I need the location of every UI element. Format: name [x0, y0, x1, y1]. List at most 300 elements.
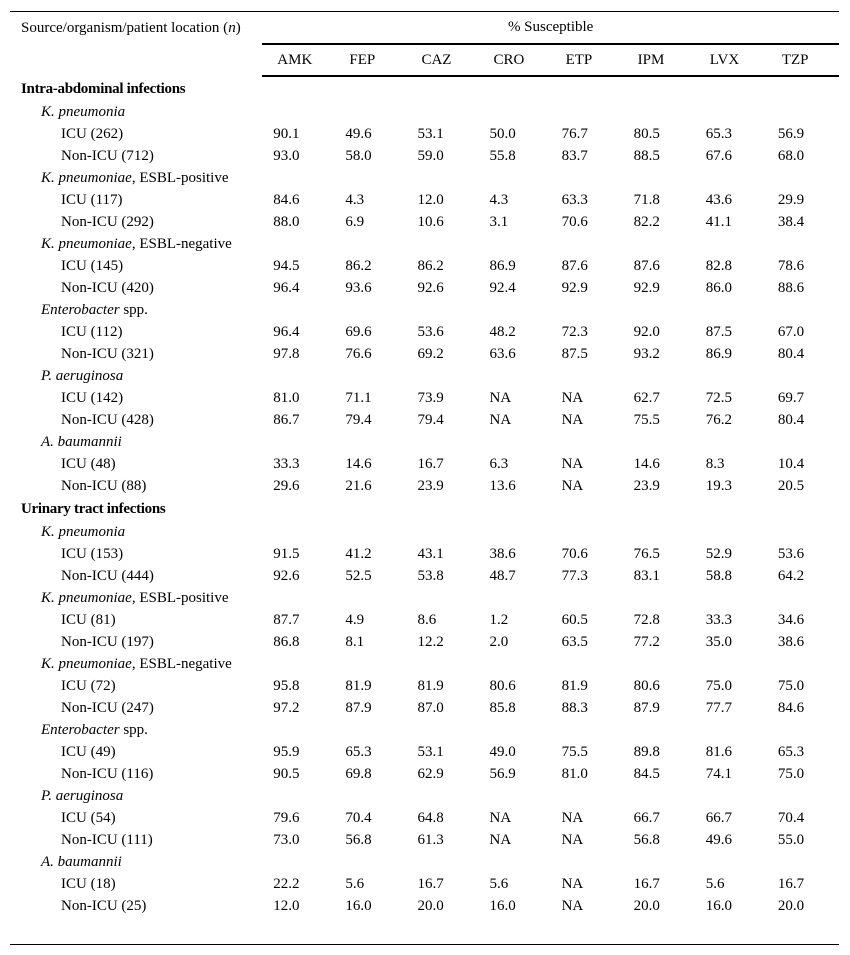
- table-row: [10, 873, 839, 895]
- patient-location-label: ICU (112): [61, 324, 123, 340]
- cell-etp: NA: [561, 478, 584, 494]
- cell-lvx: 58.8: [705, 568, 732, 584]
- cell-cro: 16.0: [489, 898, 516, 914]
- table-row: [10, 697, 839, 719]
- cell-lvx: 8.3: [705, 456, 725, 472]
- cell-lvx: 16.0: [705, 898, 732, 914]
- cell-ipm: 87.9: [633, 700, 660, 716]
- cell-etp: 88.3: [561, 700, 588, 716]
- cell-cro: 1.2: [489, 612, 509, 628]
- table-row: [10, 321, 839, 343]
- cell-fep: 58.0: [345, 148, 372, 164]
- organism-species: P. aeruginosa: [41, 368, 124, 384]
- cell-amk: 90.1: [273, 126, 300, 142]
- table-row: [10, 387, 839, 409]
- cell-tzp: 38.6: [777, 634, 805, 650]
- organism-name: [10, 431, 839, 453]
- section-title: Urinary tract infections: [21, 501, 166, 517]
- cell-caz: 10.6: [417, 214, 444, 230]
- cell-tzp: 67.0: [777, 324, 805, 340]
- cell-fep: 52.5: [345, 568, 372, 584]
- table-row: [10, 763, 839, 785]
- table-row: [10, 255, 839, 277]
- table-row: [10, 543, 839, 565]
- cell-tzp: 78.6: [777, 258, 805, 274]
- table-row: [10, 343, 839, 365]
- cell-amk: 86.7: [273, 412, 300, 428]
- cell-tzp: 70.4: [777, 810, 805, 826]
- organism-species: Enterobacter: [41, 302, 120, 318]
- cell-lvx: 52.9: [705, 546, 732, 562]
- cell-lvx: 66.7: [705, 810, 732, 826]
- patient-location-label: Non-ICU (247): [61, 700, 154, 716]
- cell-lvx: 86.0: [705, 280, 732, 296]
- cell-tzp: 75.0: [777, 766, 805, 782]
- organism-qualifier: spp.: [119, 722, 148, 738]
- cell-etp: 60.5: [561, 612, 588, 628]
- cell-amk: 96.4: [273, 324, 300, 340]
- section-row: [10, 76, 839, 101]
- cell-amk: 73.0: [273, 832, 300, 848]
- cell-amk: 87.7: [273, 612, 300, 628]
- cell-amk: 90.5: [273, 766, 300, 782]
- cell-caz: 20.0: [417, 898, 444, 914]
- cell-ipm: 80.6: [633, 678, 660, 694]
- cell-tzp: 69.7: [777, 390, 805, 406]
- organism-qualifier: spp.: [119, 302, 148, 318]
- organism-row: [10, 365, 839, 387]
- cell-cro: 63.6: [489, 346, 516, 362]
- cell-caz: 53.8: [417, 568, 444, 584]
- cell-caz: 16.7: [417, 456, 444, 472]
- organism-row: [10, 521, 839, 543]
- cell-ipm: 77.2: [633, 634, 660, 650]
- organism-row: [10, 101, 839, 123]
- organism-row: [10, 233, 839, 255]
- cell-ipm: 92.0: [633, 324, 660, 340]
- column-header-etp: ETP: [551, 44, 623, 76]
- cell-lvx: 19.3: [705, 478, 732, 494]
- cell-lvx: 33.3: [705, 612, 732, 628]
- cell-caz: 16.7: [417, 876, 444, 892]
- cell-amk: 81.0: [273, 390, 300, 406]
- cell-amk: 12.0: [273, 898, 300, 914]
- cell-caz: 23.9: [417, 478, 444, 494]
- cell-tzp: 38.4: [777, 214, 805, 230]
- cell-tzp: 56.9: [777, 126, 805, 142]
- patient-location-label: Non-ICU (712): [61, 148, 154, 164]
- cell-cro: 85.8: [489, 700, 516, 716]
- organism-qualifier: , ESBL-positive: [131, 590, 229, 606]
- cell-etp: 81.9: [561, 678, 588, 694]
- cell-etp: NA: [561, 390, 584, 406]
- column-header-tzp: TZP: [767, 44, 839, 76]
- cell-lvx: 43.6: [705, 192, 732, 208]
- organism-species: K. pneumonia: [41, 104, 126, 120]
- organism-name: [10, 101, 839, 123]
- susceptibility-table: [10, 11, 839, 945]
- cell-cro: 4.3: [489, 192, 509, 208]
- cell-etp: 70.6: [561, 214, 588, 230]
- cell-caz: 69.2: [417, 346, 444, 362]
- patient-location-label: ICU (262): [61, 126, 124, 142]
- cell-tzp: 88.6: [777, 280, 805, 296]
- cell-ipm: 20.0: [633, 898, 660, 914]
- patient-location-label: ICU (81): [61, 612, 116, 628]
- cell-amk: 86.8: [273, 634, 300, 650]
- cell-tzp: 53.6: [777, 546, 805, 562]
- organism-species: K. pneumoniae: [41, 170, 132, 186]
- cell-lvx: 49.6: [705, 832, 732, 848]
- cell-cro: NA: [489, 412, 512, 428]
- patient-location-label: ICU (18): [61, 876, 116, 892]
- cell-amk: 29.6: [273, 478, 300, 494]
- organism-species: K. pneumonia: [41, 524, 126, 540]
- organism-species: P. aeruginosa: [41, 788, 124, 804]
- cell-fep: 4.3: [345, 192, 365, 208]
- cell-fep: 16.0: [345, 898, 372, 914]
- patient-location-label: Non-ICU (321): [61, 346, 154, 362]
- organism-row: [10, 167, 839, 189]
- cell-cro: 48.7: [489, 568, 516, 584]
- cell-caz: 12.2: [417, 634, 444, 650]
- patient-location-label: Non-ICU (292): [61, 214, 154, 230]
- organism-row: [10, 851, 839, 873]
- source-column-header: Source/organism/patient location (n): [21, 20, 241, 36]
- cell-fep: 69.6: [345, 324, 372, 340]
- patient-location-label: ICU (72): [61, 678, 116, 694]
- cell-amk: 79.6: [273, 810, 300, 826]
- column-header-amk: AMK: [262, 44, 334, 76]
- patient-location-label: ICU (153): [61, 546, 124, 562]
- patient-location-label: ICU (145): [61, 258, 124, 274]
- cell-caz: 92.6: [417, 280, 444, 296]
- cell-lvx: 5.6: [705, 876, 725, 892]
- cell-tzp: 80.4: [777, 346, 805, 362]
- organism-name: [10, 587, 839, 609]
- cell-tzp: 80.4: [777, 412, 805, 428]
- cell-lvx: 72.5: [705, 390, 732, 406]
- organism-row: [10, 587, 839, 609]
- patient-location-label: Non-ICU (420): [61, 280, 154, 296]
- cell-etp: 77.3: [561, 568, 588, 584]
- cell-cro: 86.9: [489, 258, 516, 274]
- cell-ipm: 93.2: [633, 346, 660, 362]
- data-table: [10, 12, 839, 917]
- cell-ipm: 80.5: [633, 126, 660, 142]
- cell-lvx: 41.1: [705, 214, 732, 230]
- cell-cro: 13.6: [489, 478, 516, 494]
- cell-etp: 76.7: [561, 126, 588, 142]
- cell-etp: NA: [561, 898, 584, 914]
- cell-lvx: 87.5: [705, 324, 732, 340]
- cell-caz: 53.1: [417, 126, 444, 142]
- cell-fep: 4.9: [345, 612, 365, 628]
- organism-name: [10, 521, 839, 543]
- table-row: [10, 895, 839, 917]
- cell-ipm: 76.5: [633, 546, 660, 562]
- cell-cro: NA: [489, 832, 512, 848]
- organism-name: [10, 851, 839, 873]
- cell-amk: 92.6: [273, 568, 300, 584]
- patient-location-label: ICU (49): [61, 744, 116, 760]
- column-header-cro: CRO: [479, 44, 551, 76]
- cell-fep: 93.6: [345, 280, 372, 296]
- cell-ipm: 66.7: [633, 810, 660, 826]
- organism-qualifier: , ESBL-positive: [131, 170, 229, 186]
- cell-etp: 63.3: [561, 192, 588, 208]
- cell-ipm: 75.5: [633, 412, 660, 428]
- cell-caz: 86.2: [417, 258, 444, 274]
- cell-ipm: 62.7: [633, 390, 660, 406]
- cell-caz: 61.3: [417, 832, 444, 848]
- cell-caz: 62.9: [417, 766, 444, 782]
- cell-amk: 88.0: [273, 214, 300, 230]
- cell-fep: 14.6: [345, 456, 372, 472]
- cell-tzp: 20.0: [777, 898, 805, 914]
- column-header-ipm: IPM: [623, 44, 695, 76]
- cell-etp: NA: [561, 810, 584, 826]
- cell-caz: 8.6: [417, 612, 437, 628]
- cell-ipm: 16.7: [633, 876, 660, 892]
- cell-etp: 75.5: [561, 744, 588, 760]
- table-row: [10, 675, 839, 697]
- cell-amk: 95.8: [273, 678, 300, 694]
- cell-fep: 79.4: [345, 412, 372, 428]
- cell-lvx: 77.7: [705, 700, 732, 716]
- cell-tzp: 84.6: [777, 700, 805, 716]
- cell-tzp: 20.5: [777, 478, 805, 494]
- organism-species: A. baumannii: [41, 854, 122, 870]
- cell-caz: 43.1: [417, 546, 444, 562]
- table-row: [10, 189, 839, 211]
- patient-location-label: ICU (48): [61, 456, 116, 472]
- cell-cro: 49.0: [489, 744, 516, 760]
- table-row: [10, 123, 839, 145]
- cell-ipm: 83.1: [633, 568, 660, 584]
- organism-row: [10, 785, 839, 807]
- cell-lvx: 75.0: [705, 678, 732, 694]
- susceptible-group-header: % Susceptible: [262, 12, 839, 44]
- header-row-top: [10, 12, 839, 44]
- cell-amk: 94.5: [273, 258, 300, 274]
- organism-qualifier: , ESBL-negative: [131, 656, 232, 672]
- cell-cro: NA: [489, 390, 512, 406]
- cell-amk: 95.9: [273, 744, 300, 760]
- organism-name: [10, 365, 839, 387]
- cell-tzp: 75.0: [777, 678, 805, 694]
- patient-location-label: ICU (54): [61, 810, 116, 826]
- cell-fep: 69.8: [345, 766, 372, 782]
- cell-etp: 92.9: [561, 280, 588, 296]
- cell-etp: 81.0: [561, 766, 588, 782]
- cell-tzp: 68.0: [777, 148, 805, 164]
- cell-lvx: 76.2: [705, 412, 732, 428]
- cell-cro: NA: [489, 810, 512, 826]
- cell-ipm: 89.8: [633, 744, 660, 760]
- section-title: Intra-abdominal infections: [21, 81, 186, 97]
- organism-row: [10, 653, 839, 675]
- organism-row: [10, 431, 839, 453]
- organism-name: [10, 785, 839, 807]
- cell-ipm: 56.8: [633, 832, 660, 848]
- cell-fep: 49.6: [345, 126, 372, 142]
- table-row: [10, 145, 839, 167]
- organism-name: [10, 653, 839, 675]
- cell-etp: NA: [561, 412, 584, 428]
- table-row: [10, 829, 839, 851]
- cell-ipm: 92.9: [633, 280, 660, 296]
- cell-etp: 87.6: [561, 258, 588, 274]
- cell-amk: 91.5: [273, 546, 300, 562]
- table-row: [10, 631, 839, 653]
- cell-fep: 5.6: [345, 876, 365, 892]
- cell-lvx: 82.8: [705, 258, 732, 274]
- organism-species: A. baumannii: [41, 434, 122, 450]
- table-row: [10, 565, 839, 587]
- cell-fep: 70.4: [345, 810, 372, 826]
- organism-name: [10, 719, 839, 741]
- organism-species: K. pneumoniae: [41, 236, 132, 252]
- patient-location-label: Non-ICU (25): [61, 898, 147, 914]
- table-row: [10, 475, 839, 497]
- cell-fep: 6.9: [345, 214, 365, 230]
- table-row: [10, 807, 839, 829]
- cell-cro: 48.2: [489, 324, 516, 340]
- cell-lvx: 65.3: [705, 126, 732, 142]
- cell-etp: NA: [561, 456, 584, 472]
- cell-cro: 80.6: [489, 678, 516, 694]
- cell-etp: NA: [561, 832, 584, 848]
- cell-ipm: 82.2: [633, 214, 660, 230]
- cell-cro: 55.8: [489, 148, 516, 164]
- cell-caz: 79.4: [417, 412, 444, 428]
- cell-fep: 86.2: [345, 258, 372, 274]
- cell-cro: 2.0: [489, 634, 509, 650]
- cell-caz: 73.9: [417, 390, 444, 406]
- organism-qualifier: , ESBL-negative: [131, 236, 232, 252]
- cell-fep: 81.9: [345, 678, 372, 694]
- patient-location-label: Non-ICU (88): [61, 478, 147, 494]
- organism-species: K. pneumoniae: [41, 590, 132, 606]
- cell-etp: 72.3: [561, 324, 588, 340]
- cell-tzp: 34.6: [777, 612, 805, 628]
- cell-amk: 93.0: [273, 148, 300, 164]
- cell-lvx: 35.0: [705, 634, 732, 650]
- table-body: [10, 76, 839, 917]
- cell-etp: 63.5: [561, 634, 588, 650]
- cell-cro: 3.1: [489, 214, 509, 230]
- table-row: [10, 453, 839, 475]
- cell-fep: 21.6: [345, 478, 372, 494]
- cell-ipm: 14.6: [633, 456, 660, 472]
- cell-cro: 92.4: [489, 280, 516, 296]
- cell-cro: 38.6: [489, 546, 516, 562]
- cell-fep: 41.2: [345, 546, 372, 562]
- cell-amk: 97.8: [273, 346, 300, 362]
- cell-amk: 22.2: [273, 876, 300, 892]
- cell-caz: 53.1: [417, 744, 444, 760]
- cell-tzp: 29.9: [777, 192, 805, 208]
- patient-location-label: Non-ICU (116): [61, 766, 154, 782]
- cell-etp: 83.7: [561, 148, 588, 164]
- cell-amk: 33.3: [273, 456, 300, 472]
- cell-fep: 8.1: [345, 634, 365, 650]
- patient-location-label: ICU (117): [61, 192, 123, 208]
- cell-caz: 64.8: [417, 810, 444, 826]
- organism-species: Enterobacter: [41, 722, 120, 738]
- cell-lvx: 81.6: [705, 744, 732, 760]
- cell-amk: 97.2: [273, 700, 300, 716]
- patient-location-label: Non-ICU (444): [61, 568, 154, 584]
- patient-location-label: ICU (142): [61, 390, 124, 406]
- cell-lvx: 67.6: [705, 148, 732, 164]
- patient-location-label: Non-ICU (197): [61, 634, 154, 650]
- table-row: [10, 277, 839, 299]
- cell-tzp: 16.7: [777, 876, 805, 892]
- cell-etp: 87.5: [561, 346, 588, 362]
- cell-tzp: 55.0: [777, 832, 805, 848]
- cell-caz: 12.0: [417, 192, 444, 208]
- cell-cro: 5.6: [489, 876, 509, 892]
- cell-amk: 96.4: [273, 280, 300, 296]
- cell-etp: 70.6: [561, 546, 588, 562]
- cell-amk: 84.6: [273, 192, 300, 208]
- cell-caz: 81.9: [417, 678, 444, 694]
- cell-ipm: 23.9: [633, 478, 660, 494]
- column-header-caz: CAZ: [406, 44, 478, 76]
- cell-tzp: 10.4: [777, 456, 805, 472]
- cell-tzp: 65.3: [777, 744, 805, 760]
- cell-ipm: 88.5: [633, 148, 660, 164]
- organism-name: [10, 233, 839, 255]
- cell-cro: 6.3: [489, 456, 509, 472]
- cell-ipm: 72.8: [633, 612, 660, 628]
- organism-row: [10, 299, 839, 321]
- organism-species: K. pneumoniae: [41, 656, 132, 672]
- patient-location-label: Non-ICU (111): [61, 832, 153, 848]
- organism-name: [10, 167, 839, 189]
- cell-ipm: 84.5: [633, 766, 660, 782]
- cell-lvx: 74.1: [705, 766, 732, 782]
- section-row: [10, 497, 839, 521]
- patient-location-label: Non-ICU (428): [61, 412, 154, 428]
- cell-fep: 56.8: [345, 832, 372, 848]
- cell-tzp: 64.2: [777, 568, 805, 584]
- cell-cro: 50.0: [489, 126, 516, 142]
- organism-name: [10, 299, 839, 321]
- cell-lvx: 86.9: [705, 346, 732, 362]
- table-row: [10, 409, 839, 431]
- cell-fep: 71.1: [345, 390, 372, 406]
- organism-row: [10, 719, 839, 741]
- table-row: [10, 609, 839, 631]
- table-row: [10, 741, 839, 763]
- cell-fep: 65.3: [345, 744, 372, 760]
- cell-cro: 56.9: [489, 766, 516, 782]
- cell-etp: NA: [561, 876, 584, 892]
- cell-ipm: 71.8: [633, 192, 660, 208]
- cell-ipm: 87.6: [633, 258, 660, 274]
- cell-fep: 87.9: [345, 700, 372, 716]
- cell-caz: 53.6: [417, 324, 444, 340]
- column-header-lvx: LVX: [695, 44, 767, 76]
- cell-caz: 59.0: [417, 148, 444, 164]
- table-row: [10, 211, 839, 233]
- cell-fep: 76.6: [345, 346, 372, 362]
- column-header-fep: FEP: [334, 44, 406, 76]
- cell-caz: 87.0: [417, 700, 444, 716]
